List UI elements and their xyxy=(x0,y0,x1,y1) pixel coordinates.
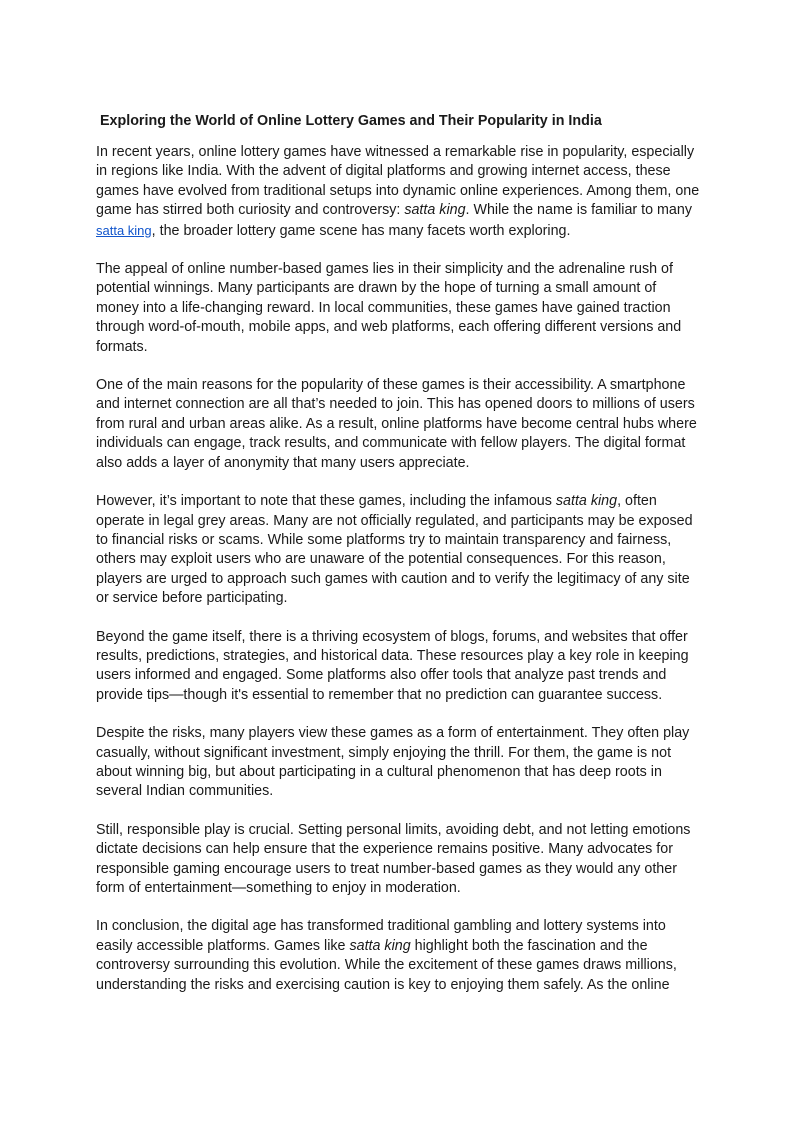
paragraph-accessibility: One of the main reasons for the popularity of these games is their accessibility. A smartphone and internet connection are all that’s needed to join. This has opened doors to millions of users from rural and urban areas alike. As a result, online platforms have become central hubs where individuals can engage, track results, and communicate with fellow players. The digital format also adds a layer of anonymity that many users appreciate. xyxy=(96,377,697,471)
legal-text-a: However, it’s important to note that these games, including the infamous xyxy=(96,493,556,510)
conclusion-text-a: In conclusion, the digital age has transformed traditional gambling and lottery systems into easily accessible platforms. Games like xyxy=(96,918,666,954)
intro-emphasis: satta king xyxy=(404,202,466,219)
conclusion-emphasis: satta king xyxy=(349,937,411,954)
paragraph-conclusion xyxy=(96,917,702,995)
legal-emphasis: satta king xyxy=(555,493,618,510)
intro-text-a: In recent years, online lottery games have witnessed a remarkable rise in popularity, especially in regions like India. With the advent of digital platforms and growing internet access, these games have evolved from traditional setups into dynamic online experiences. Among them, one game has stirred both curiosity and controversy: xyxy=(96,144,700,219)
paragraph-intro xyxy=(96,143,702,241)
intro-text-c: , the broader lottery game scene has many facets worth exploring. xyxy=(151,222,571,239)
satta-king-link[interactable]: satta king xyxy=(96,222,152,238)
conclusion-text-b: highlight both the fascination and the controversy surrounding this evolution. While the excitement of these games draws millions, understanding the risks and exercising caution is key to enjoying them safely. As the online xyxy=(96,937,677,993)
paragraph-legal-risks xyxy=(96,492,702,608)
paragraph-responsible-play: Still, responsible play is crucial. Setting personal limits, avoiding debt, and not letting emotions dictate decisions can help ensure that the experience remains positive. Many advocates for responsible gaming encourage users to treat number-based games as they would any other form of entertainment—something to enjoy in moderation. xyxy=(96,821,691,896)
document-page xyxy=(96,111,702,1014)
document-title: Exploring the World of Online Lottery Games and Their Popularity in India xyxy=(100,113,602,129)
paragraph-entertainment: Despite the risks, many players view these games as a form of entertainment. They often play casually, without significant investment, simply enjoying the thrill. For them, the game is not about winning big, but about participating in a cultural phenomenon that has deep roots in several Indian communities. xyxy=(96,725,690,800)
legal-text-b: , often operate in legal grey areas. Many are not officially regulated, and participants may be exposed to financial risks or scams. While some platforms try to maintain transparency and fairness, others may exploit users who are unaware of the potential consequences. For this reason, players are urged to approach such games with caution and to verify the legitimacy of any site or service before participating. xyxy=(96,493,693,607)
intro-text-b: . While the name is familiar to many xyxy=(465,202,692,219)
paragraph-appeal: The appeal of online number-based games lies in their simplicity and the adrenaline rush of potential winnings. Many participants are drawn by the hope of turning a small amount of money into a life-changing reward. In local communities, these games have gained traction through word-of-mouth, mobile apps, and web platforms, each offering different versions and formats. xyxy=(96,261,682,355)
paragraph-ecosystem: Beyond the game itself, there is a thriving ecosystem of blogs, forums, and websites that offer results, predictions, strategies, and historical data. These resources play a key role in keeping users informed and engaged. Some platforms also offer tools that analyze past trends and provide tips—though it's essential to remember that no prediction can guarantee success. xyxy=(96,628,689,703)
